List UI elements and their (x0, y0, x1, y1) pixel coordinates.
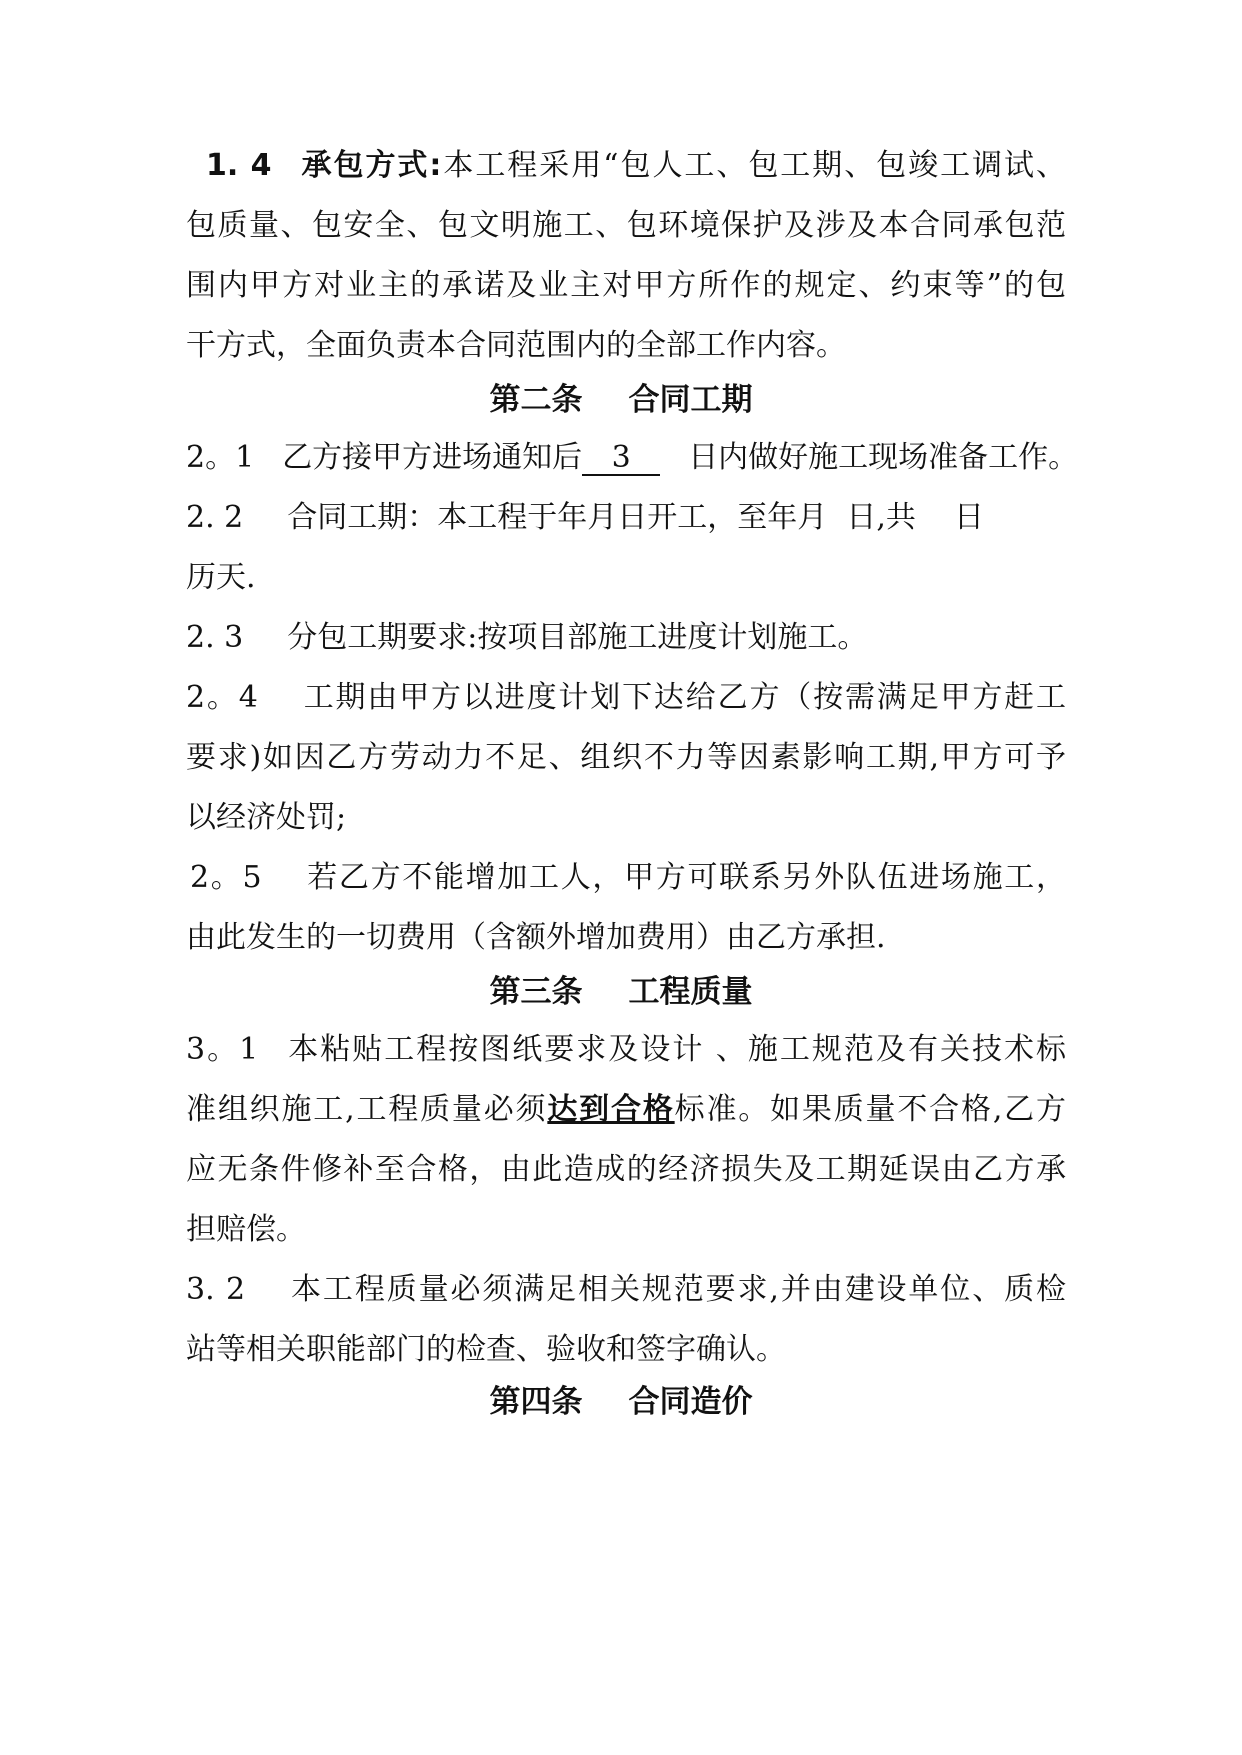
days-field: 3 (582, 442, 660, 476)
clause-text: 标准。如果质量不合格,乙方 (674, 1092, 1066, 1127)
clause-3-1-line-4: 担赔偿。 (186, 1212, 306, 1247)
clause-number: 2. 3 (186, 620, 244, 655)
article-4-heading (0, 1380, 1242, 1424)
clause-2-2-line-1 (186, 498, 1066, 538)
quality-standard-emphasis: 达到合格 (547, 1092, 675, 1127)
clause-text: 乙方接甲方进场通知后 (282, 440, 583, 475)
clause-text: 工期由甲方以进度计划下达给乙方（按需满足甲方赶工 (301, 680, 1066, 715)
clause-text: 本工程质量必须满足相关规范要求,并由建设单位、质检 (289, 1272, 1066, 1307)
clause-1-4-line-1 (186, 146, 1066, 186)
clause-2-4-line-3: 以经济处罚; (186, 800, 347, 835)
clause-3-1-line-3: 应无条件修补至合格，由此造成的经济损失及工期延误由乙方承 (186, 1152, 1066, 1187)
clause-2-3 (186, 618, 1066, 658)
article-title: 工程质量 (628, 974, 753, 1010)
clause-text: 本粘贴工程按图纸要求及设计 、施工规范及有关技术标 (286, 1032, 1066, 1067)
clause-number: 3。1 (186, 1032, 259, 1067)
clause-2-5-line-1 (186, 858, 1066, 898)
clause-2-4-line-1 (186, 678, 1066, 718)
clause-number: 3. 2 (186, 1272, 246, 1307)
clause-2-2-line-2: 历天. (186, 560, 256, 595)
clause-3-1-line-2 (186, 1090, 1066, 1130)
clause-number: 2。1 (186, 440, 255, 475)
clause-2-4-line-2: 要求)如因乙方劳动力不足、组织不力等因素影响工期,甲方可予 (186, 740, 1066, 775)
article-number: 第二条 (489, 382, 583, 418)
clause-number: 1. 4 (206, 148, 272, 183)
article-number: 第三条 (489, 974, 583, 1010)
clause-3-2-line-2: 站等相关职能部门的检查、验收和签字确认。 (186, 1332, 786, 1367)
clause-3-1-line-1 (186, 1030, 1066, 1070)
clause-1-4-line-2: 包质量、包安全、包文明施工、包环境保护及涉及本合同承包范 (186, 208, 1066, 243)
clause-text: 准组织施工,工程质量必须 (186, 1092, 548, 1127)
clause-number: 2. 2 (186, 500, 244, 535)
clause-number: 2。4 (186, 680, 258, 715)
article-2-heading (0, 378, 1242, 422)
clause-2-5-line-2: 由此发生的一切费用（含额外增加费用）由乙方承担. (186, 920, 886, 955)
clause-text: 本工程采用“包人工、包工期、包竣工调试、 (441, 148, 1067, 183)
clause-text: 分包工期要求:按项目部施工进度计划施工。 (287, 620, 868, 655)
clause-text: 合同工期：本工程于年月日开工，至年月 日,共 日 (287, 500, 985, 535)
clause-label: 承包方式: (299, 148, 442, 183)
article-number: 第四条 (489, 1384, 583, 1420)
article-title: 合同造价 (628, 1384, 753, 1420)
clause-1-4-line-3: 围内甲方对业主的承诺及业主对甲方所作的规定、约束等”的包 (186, 268, 1066, 303)
clause-1-4-line-4: 干方式，全面负责本合同范围内的全部工作内容。 (186, 328, 846, 363)
clause-text: 若乙方不能增加工人，甲方可联系另外队伍进场施工， (305, 860, 1066, 895)
clause-2-1 (186, 438, 1079, 478)
article-title: 合同工期 (628, 382, 753, 418)
clause-3-2-line-1 (186, 1270, 1066, 1310)
article-3-heading (0, 970, 1242, 1014)
clause-text: 日内做好施工现场准备工作。 (688, 440, 1079, 475)
clause-number: 2。5 (190, 860, 262, 895)
